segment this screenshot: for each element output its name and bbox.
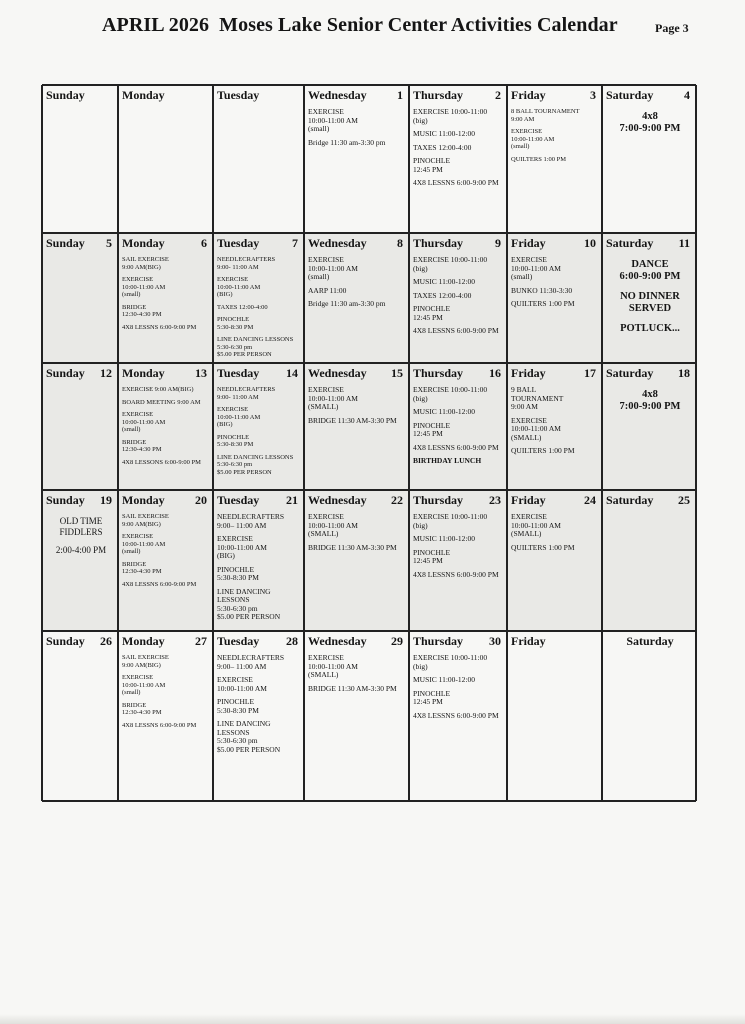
calendar-event: EXERCISE 10:00-11:00 AM (SMALL): [308, 512, 358, 538]
calendar-event: 4X8 LESSONS 6:00-9:00 PM: [122, 458, 201, 466]
calendar-event: EXERCISE 10:00-11:00 AM (BIG): [217, 534, 267, 560]
day-name: Friday: [511, 634, 546, 648]
calendar-event: EXERCISE 10:00-11:00 AM (BIG): [217, 276, 261, 298]
day-name: Sunday: [46, 493, 85, 507]
day-number: 19: [100, 493, 112, 507]
calendar-event: EXERCISE 10:00-11:00 AM (SMALL): [308, 653, 358, 679]
calendar-event: EXERCISE 10:00-11:00 (big): [413, 385, 488, 403]
day-name: Tuesday: [217, 634, 260, 648]
day-header: [413, 366, 505, 381]
day-cell: [304, 363, 409, 490]
calendar-event: SAIL EXERCISE 9:00 AM(BIG): [122, 256, 169, 271]
calendar-event: EXERCISE 10:00-11:00 AM (SMALL): [308, 385, 358, 411]
day-header: [511, 236, 600, 251]
day-name: Wednesday: [308, 88, 367, 102]
grid-row-line: [42, 232, 696, 233]
calendar-event: QUILTERS 1:00 PM: [511, 299, 575, 308]
calendar-event: LINE DANCING LESSONS 5:30-6:30 pm $5.00 PER PERSON: [217, 586, 281, 621]
calendar-event: OLD TIME FIDDLERS: [59, 516, 103, 537]
calendar-event: BIRTHDAY LUNCH: [413, 456, 482, 465]
day-cell: [42, 490, 118, 631]
calendar-event: BRIDGE 11:30 AM-3:30 PM: [308, 683, 397, 693]
day-name: Thursday: [413, 366, 464, 380]
day-number: 20: [195, 493, 207, 507]
day-name: Friday: [511, 236, 546, 250]
day-number: 15: [391, 366, 403, 380]
calendar-event: EXERCISE 10:00-11:00 AM (small): [122, 533, 166, 555]
day-number: 25: [678, 493, 690, 507]
scan-edge: [0, 1014, 745, 1024]
day-number: 28: [286, 634, 298, 648]
calendar-event: EXERCISE 10:00-11:00 AM (small): [511, 255, 561, 281]
day-number: 17: [584, 366, 596, 380]
day-cell: [213, 363, 304, 490]
day-name: Tuesday: [217, 88, 260, 102]
day-name: Monday: [122, 88, 165, 102]
grid-column-line: [601, 85, 603, 801]
calendar-event: SAIL EXERCISE 9:00 AM(BIG): [122, 654, 169, 669]
day-name: Saturday: [606, 493, 654, 507]
calendar-event: QUILTERS 1:00 PM: [511, 446, 575, 455]
day-name: Sunday: [46, 88, 85, 102]
calendar-event: Bridge 11:30 am-3:30 pm: [308, 299, 386, 308]
day-cell: [42, 363, 118, 490]
day-cell: [118, 233, 213, 363]
calendar-event: POTLUCK...: [620, 323, 680, 334]
day-header: [46, 493, 116, 508]
calendar-event: NEEDLECRAFTERS 9:00– 11:00 AM: [217, 512, 285, 530]
day-number: 18: [678, 366, 690, 380]
calendar-event: PINOCHLE 5:30-8:30 PM: [217, 433, 254, 448]
calendar-event: BOARD MEETING 9:00 AM: [122, 398, 201, 406]
page-number: Page 3: [655, 21, 689, 35]
day-number: 26: [100, 634, 112, 648]
calendar-event: EXERCISE 10:00-11:00 AM: [217, 675, 267, 693]
calendar-event: SAIL EXERCISE 9:00 AM(BIG): [122, 513, 169, 528]
day-number: 14: [286, 366, 298, 380]
calendar-event: 4X8 LESSNS 6:00-9:00 PM: [413, 710, 499, 720]
calendar-event: 8 BALL TOURNAMENT 9:00 AM: [511, 108, 580, 123]
day-number: 27: [195, 634, 207, 648]
calendar-event: PINOCHLE 12:45 PM: [413, 304, 451, 322]
day-number: 2: [495, 88, 501, 102]
calendar-event: 4X8 LESSNS 6:00-9:00 PM: [413, 178, 499, 187]
day-number: 13: [195, 366, 207, 380]
day-cell: [304, 490, 409, 631]
day-name: Friday: [511, 88, 546, 102]
day-number: 23: [489, 493, 501, 507]
calendar-event: TAXES 12:00-4:00: [413, 290, 472, 300]
day-name: Saturday: [626, 634, 674, 648]
calendar-event: Bridge 11:30 am-3:30 pm: [308, 137, 386, 147]
day-cell: [409, 490, 507, 631]
day-cell: [507, 85, 602, 233]
day-cell: [304, 85, 409, 233]
calendar-event: TAXES 12:00-4:00: [413, 142, 472, 152]
grid-column-line: [506, 85, 508, 801]
day-name: Saturday: [606, 366, 654, 380]
day-name: Sunday: [46, 236, 85, 250]
day-header: [511, 88, 600, 103]
calendar-event: PINOCHLE 5:30-8:30 PM: [217, 316, 254, 331]
day-name: Monday: [122, 366, 165, 380]
day-name: Wednesday: [308, 634, 367, 648]
calendar-event: TAXES 12:00-4:00: [217, 303, 268, 311]
day-name: Wednesday: [308, 493, 367, 507]
day-header: [122, 88, 211, 103]
day-name: Saturday: [606, 236, 654, 250]
day-cell: [602, 363, 696, 490]
day-header: [511, 493, 600, 508]
day-cell: [304, 631, 409, 801]
calendar-event: EXERCISE 10:00-11:00 AM (small): [308, 107, 358, 133]
day-header: [511, 366, 600, 381]
calendar-event: BUNKO 11:30-3:30: [511, 285, 573, 295]
day-cell: [602, 233, 696, 363]
day-header: [308, 236, 407, 251]
day-name: Tuesday: [217, 366, 260, 380]
day-cell: [507, 233, 602, 363]
day-number: 22: [391, 493, 403, 507]
day-number: 7: [292, 236, 298, 250]
calendar-event: LINE DANCING LESSONS 5:30-6:30 pm $5.00 PER PERSON: [217, 719, 281, 754]
calendar-event: EXERCISE 10:00-11:00 (big): [413, 255, 488, 273]
day-name: Friday: [511, 493, 546, 507]
day-cell: [42, 233, 118, 363]
day-header: [46, 366, 116, 381]
calendar-event: PINOCHLE 12:45 PM: [413, 420, 451, 438]
day-cell: [409, 631, 507, 801]
day-name: Tuesday: [217, 236, 260, 250]
day-name: Friday: [511, 366, 546, 380]
day-header: [413, 236, 505, 251]
grid-row-line: [42, 630, 696, 631]
day-cell: [213, 85, 304, 233]
day-number: 3: [590, 88, 596, 102]
day-cell: [42, 631, 118, 801]
calendar-event: EXERCISE 9:00 AM(BIG): [122, 386, 194, 393]
day-name: Thursday: [413, 634, 464, 648]
day-cell: [507, 363, 602, 490]
day-number: 12: [100, 366, 112, 380]
day-header: [217, 236, 302, 251]
day-header: [308, 366, 407, 381]
day-number: 11: [678, 236, 690, 250]
day-cell: [409, 363, 507, 490]
calendar-event: 4X8 LESSNS 6:00-9:00 PM: [413, 442, 499, 452]
day-header: [606, 493, 694, 508]
calendar-event: 4X8 LESSNS 6:00-9:00 PM: [122, 721, 197, 729]
day-header: [46, 236, 116, 251]
calendar-event: EXERCISE 10:00-11:00 AM (small): [511, 128, 555, 150]
day-name: Monday: [122, 236, 165, 250]
calendar-event: 2:00-4:00 PM: [55, 545, 107, 555]
day-header: [606, 88, 694, 103]
page-title: [102, 14, 618, 37]
day-name: Thursday: [413, 236, 464, 250]
day-number: 6: [201, 236, 207, 250]
day-cell: [118, 363, 213, 490]
day-header: [217, 493, 302, 508]
day-number: 24: [584, 493, 596, 507]
day-header: [308, 634, 407, 649]
day-number: 10: [584, 236, 596, 250]
grid-column-line: [41, 85, 43, 801]
calendar-event: NEEDLECRAFTERS 9:00- 11:00 AM: [217, 386, 276, 401]
day-name: Thursday: [413, 88, 464, 102]
calendar-event: MUSIC 11:00-12:00: [413, 534, 476, 543]
calendar-event: NEEDLECRAFTERS 9:00– 11:00 AM: [217, 653, 285, 671]
calendar-event: PINOCHLE 5:30-8:30 PM: [217, 564, 259, 582]
day-cell: [118, 490, 213, 631]
grid-column-line: [408, 85, 410, 801]
calendar-event: AARP 11:00: [308, 285, 347, 295]
calendar-event: MUSIC 11:00-12:00: [413, 277, 476, 286]
calendar-event: EXERCISE 10:00-11:00 (big): [413, 653, 488, 671]
calendar-event: MUSIC 11:00-12:00: [413, 129, 476, 138]
calendar-event: BRIDGE 11:30 AM-3:30 PM: [308, 415, 397, 425]
calendar-event: EXERCISE 10:00-11:00 (big): [413, 107, 488, 125]
day-cell: [409, 233, 507, 363]
calendar-event: EXERCISE 10:00-11:00 AM (small): [122, 276, 166, 298]
calendar-event: 4x8 7:00-9:00 PM: [619, 111, 681, 134]
calendar-event: MUSIC 11:00-12:00: [413, 675, 476, 684]
day-cell: [507, 490, 602, 631]
calendar-event: EXERCISE 10:00-11:00 AM (SMALL): [511, 512, 561, 538]
grid-column-line: [695, 85, 697, 801]
day-name: Monday: [122, 634, 165, 648]
day-header: [606, 634, 694, 649]
grid-column-line: [117, 85, 119, 801]
day-number: 21: [286, 493, 298, 507]
calendar-event: BRIDGE 12:30-4:30 PM: [122, 303, 162, 318]
day-header: [308, 88, 407, 103]
day-cell: [602, 85, 696, 233]
calendar-event: LINE DANCING LESSONS 5:30-6:30 pm $5.00 PER PERSON: [217, 336, 294, 358]
day-cell: [507, 631, 602, 801]
calendar-event: 4X8 LESSNS 6:00-9:00 PM: [413, 569, 499, 579]
calendar-event: DANCE 6:00-9:00 PM: [619, 259, 681, 282]
calendar-event: LINE DANCING LESSONS 5:30-6:30 pm $5.00 PER PERSON: [217, 453, 294, 476]
calendar-event: 4X8 LESSNS 6:00-9:00 PM: [413, 326, 499, 335]
day-header: [122, 366, 211, 381]
day-header: [606, 236, 694, 251]
month-year: APRIL 2026: [102, 14, 210, 36]
calendar-event: EXERCISE 10:00-11:00 AM (small): [122, 411, 166, 433]
day-number: 30: [489, 634, 501, 648]
calendar-event: 4X8 LESSNS 6:00-9:00 PM: [122, 580, 197, 588]
calendar-event: PINOCHLE 12:45 PM: [413, 547, 451, 565]
day-name: Wednesday: [308, 236, 367, 250]
day-header: [413, 493, 505, 508]
day-header: [217, 634, 302, 649]
day-number: 8: [397, 236, 403, 250]
calendar-event: PINOCHLE 12:45 PM: [413, 156, 451, 174]
day-name: Sunday: [46, 366, 85, 380]
day-cell: [602, 631, 696, 801]
day-number: 29: [391, 634, 403, 648]
grid-row-line: [42, 800, 696, 802]
calendar-event: BRIDGE 12:30-4:30 PM: [122, 438, 162, 453]
day-header: [413, 88, 505, 103]
day-number: 1: [397, 88, 403, 102]
day-cell: [213, 233, 304, 363]
calendar-event: PINOCHLE 12:45 PM: [413, 688, 451, 706]
day-header: [46, 88, 116, 103]
day-name: Sunday: [46, 634, 85, 648]
day-cell: [118, 85, 213, 233]
calendar-event: EXERCISE 10:00-11:00 AM (SMALL): [511, 415, 561, 442]
day-header: [122, 236, 211, 251]
calendar-event: NEEDLECRAFTERS 9:00- 11:00 AM: [217, 256, 276, 271]
calendar-event: EXERCISE 10:00-11:00 AM (small): [308, 255, 358, 281]
calendar-event: EXERCISE 10:00-11:00 (big): [413, 512, 488, 530]
calendar-event: MUSIC 11:00-12:00: [413, 407, 476, 416]
calendar-event: EXERCISE 10:00-11:00 AM (small): [122, 674, 166, 696]
grid-column-line: [303, 85, 305, 801]
day-header: [46, 634, 116, 649]
calendar-title: Moses Lake Senior Center Activities Calendar: [219, 14, 618, 36]
calendar-event: EXERCISE 10:00-11:00 AM (BIG): [217, 406, 261, 428]
day-header: [217, 88, 302, 103]
calendar-event: 4x8 7:00-9:00 PM: [619, 389, 681, 412]
day-header: [122, 634, 211, 649]
calendar-event: QUILTERS 1:00 PM: [511, 155, 567, 163]
day-number: 16: [489, 366, 501, 380]
day-name: Monday: [122, 493, 165, 507]
calendar-event: 9 BALL TOURNAMENT 9:00 AM: [511, 385, 564, 411]
day-number: 4: [684, 88, 690, 102]
calendar-event: NO DINNER SERVED: [620, 291, 680, 314]
day-name: Wednesday: [308, 366, 367, 380]
day-header: [217, 366, 302, 381]
day-header: [308, 493, 407, 508]
calendar-event: BRIDGE 12:30-4:30 PM: [122, 560, 162, 575]
day-cell: [602, 490, 696, 631]
day-number: 5: [106, 236, 112, 250]
day-name: Saturday: [606, 88, 654, 102]
grid-column-line: [212, 85, 214, 801]
day-header: [413, 634, 505, 649]
grid-row-line: [42, 362, 696, 363]
day-name: Thursday: [413, 493, 464, 507]
grid-row-line: [42, 84, 696, 86]
day-header: [122, 493, 211, 508]
day-cell: [304, 233, 409, 363]
day-cell: [409, 85, 507, 233]
grid-row-line: [42, 489, 696, 490]
calendar-event: QUILTERS 1:00 PM: [511, 542, 575, 552]
day-header: [511, 634, 600, 649]
day-cell: [42, 85, 118, 233]
calendar-event: PINOCHLE 5:30-8:30 PM: [217, 697, 259, 715]
day-name: Tuesday: [217, 493, 260, 507]
day-number: 9: [495, 236, 501, 250]
day-header: [606, 366, 694, 381]
calendar-event: BRIDGE 12:30-4:30 PM: [122, 701, 162, 716]
day-cell: [213, 490, 304, 631]
calendar-event: 4X8 LESSNS 6:00-9:00 PM: [122, 323, 197, 331]
calendar-event: BRIDGE 11:30 AM-3:30 PM: [308, 542, 397, 552]
activities-calendar-grid: [42, 85, 696, 801]
day-cell: [118, 631, 213, 801]
day-cell: [213, 631, 304, 801]
